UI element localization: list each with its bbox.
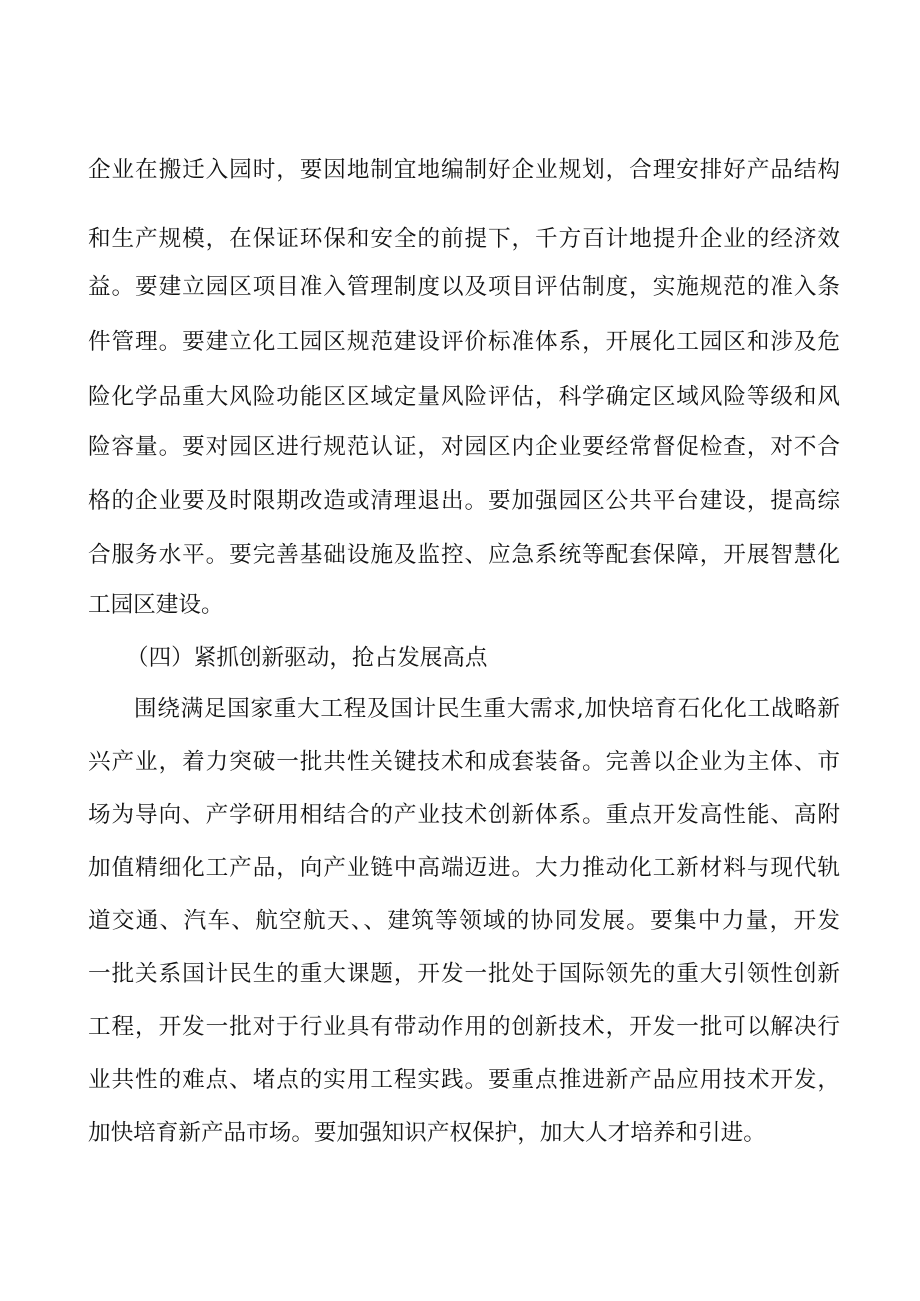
paragraph-line: 兴产业，着力突破一批共性关键技术和成套装备。完善以企业为主体、市	[88, 749, 840, 775]
paragraph-line: 道交通、汽车、航空航天、、建筑等领域的协同发展。要集中力量，开发	[88, 908, 840, 934]
paragraph-line: 加值精细化工产品，向产业链中高端迈进。大力推动化工新材料与现代轨	[88, 855, 840, 881]
paragraph-line: 工园区建设。	[88, 592, 224, 618]
paragraph-line: 险容量。要对园区进行规范认证，对园区内企业要经常督促检查，对不合	[88, 434, 840, 460]
paragraph-line: 合服务水平。要完善基础设施及监控、应急系统等配套保障，开展智慧化	[88, 542, 840, 568]
paragraph-line: 工程，开发一批对于行业具有带动作用的创新技术，开发一批可以解决行	[88, 1014, 840, 1040]
section-heading: （四）紧抓创新驱动，抢占发展高点	[126, 645, 488, 671]
paragraph-line: 件管理。要建立化工园区规范建设评价标准体系，开展化工园区和涉及危	[88, 329, 840, 355]
paragraph-line: 益。要建立园区项目准入管理制度以及项目评估制度，实施规范的准入条	[88, 274, 840, 300]
paragraph-line: 一批关系国计民生的重大课题，开发一批处于国际领先的重大引领性创新	[88, 961, 840, 987]
paragraph-line: 业共性的难点、堵点的实用工程实践。要重点推进新产品应用技术开发，	[88, 1067, 840, 1093]
paragraph-line: 险化学品重大风险功能区区域定量风险评估，科学确定区域风险等级和风	[88, 384, 840, 410]
paragraph-line: 格的企业要及时限期改造或清理退出。要加强园区公共平台建设，提高综	[88, 488, 840, 514]
paragraph-line: 场为导向、产学研用相结合的产业技术创新体系。重点开发高性能、高附	[88, 802, 840, 828]
paragraph-line: 企业在搬迁入园时，要因地制宜地编制好企业规划，合理安排好产品结构	[88, 157, 840, 183]
paragraph-line: 和生产规模，在保证环保和安全的前提下，千方百计地提升企业的经济效	[88, 226, 840, 252]
paragraph-line: 加快培育新产品市场。要加强知识产权保护，加大人才培养和引进。	[88, 1120, 766, 1146]
paragraph-line: 围绕满足国家重大工程及国计民生重大需求,加快培育石化化工战略新	[134, 696, 840, 722]
